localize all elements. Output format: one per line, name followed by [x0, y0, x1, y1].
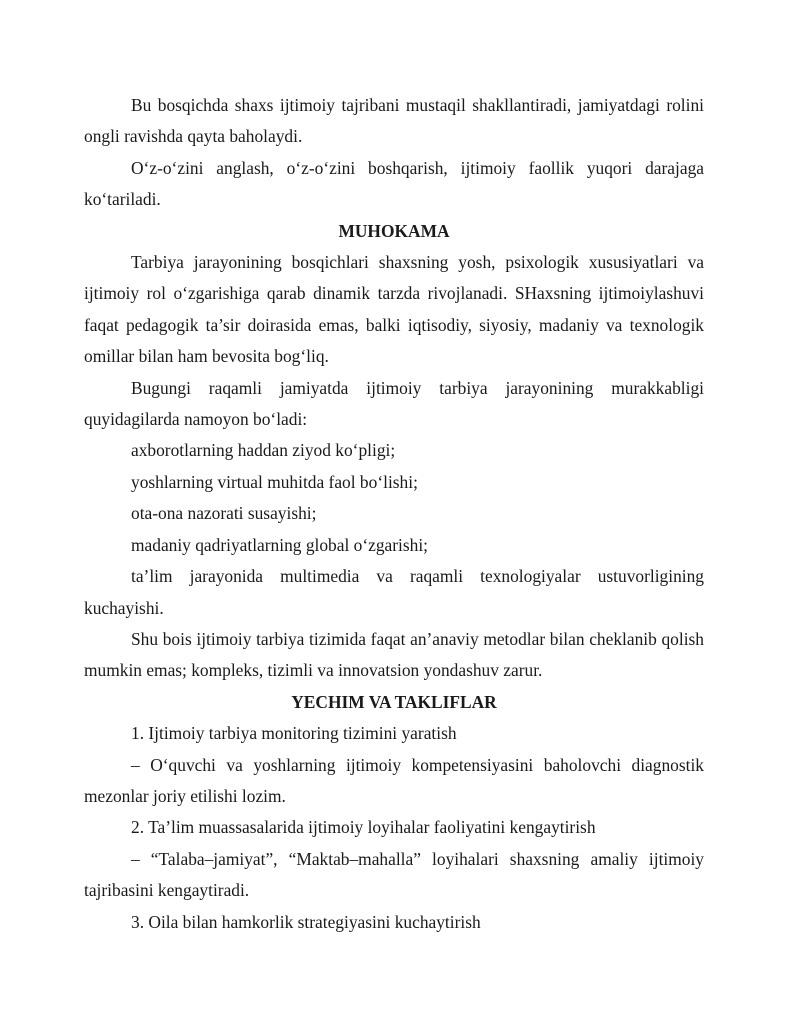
proposal-2-title: 2. Ta’lim muassasalarida ijtimoiy loyihalar faoliyatini kengaytirish	[131, 817, 596, 838]
paragraph-innovative-approach: Shu bois ijtimoiy tarbiya tizimida faqat an’anaviy metodlar bilan cheklanib qolish mumkin emas; kompleks, tizimli va innovatsion yondashuv zarur.	[84, 628, 704, 681]
list-item-multimedia: ta’lim jarayonida multimedia va raqamli texnologiyalar ustuvorligining kuchayishi.	[84, 566, 704, 618]
document-page	[84, 90, 704, 938]
paragraph-self-awareness: O‘z-o‘zini anglash, o‘z-o‘zini boshqarish, ijtimoiy faollik yuqori darajaga ko‘tariladi.	[84, 157, 704, 210]
section-heading-solutions: YECHIM VA TAKLIFLAR	[291, 691, 497, 712]
list-item-virtual-activity: yoshlarning virtual muhitda faol bo‘lishi;	[131, 471, 418, 492]
list-item-cultural-values: madaniy qadriyatlarning global o‘zgarishi;	[131, 534, 428, 555]
proposal-3-title: 3. Oila bilan hamkorlik strategiyasini kuchaytirish	[131, 911, 481, 932]
paragraph-digital-society: Bugungi raqamli jamiyatda ijtimoiy tarbiya jarayonining murakkabligi quyidagilarda namoyon bo‘ladi:	[84, 377, 704, 430]
section-heading-muhokama: MUHOKAMA	[338, 220, 450, 241]
proposal-2-detail: – “Talaba–jamiyat”, “Maktab–mahalla” loyihalari shaxsning amaliy ijtimoiy tajribasini kengaytiradi.	[84, 848, 704, 901]
list-item-parental-control: ota-ona nazorati susayishi;	[131, 503, 317, 524]
paragraph-stage-description: Bu bosqichda shaxs ijtimoiy tajribani mustaqil shakllantiradi, jamiyatdagi rolini ongli ravishda qayta baholaydi.	[84, 95, 704, 147]
proposal-1-title: 1. Ijtimoiy tarbiya monitoring tizimini yaratish	[131, 723, 457, 744]
proposal-1-detail: – O‘quvchi va yoshlarning ijtimoiy kompetensiyasini baholovchi diagnostik mezonlar joriy etilishi lozim.	[84, 754, 704, 806]
list-item-information-overload: axborotlarning haddan ziyod ko‘pligi;	[131, 440, 396, 461]
paragraph-upbringing-stages: Tarbiya jarayonining bosqichlari shaxsning yosh, psixologik xususiyatlari va ijtimoiy rol o‘zgarishiga qarab dinamik tarzda rivojlanadi. SHaxsning ijtimoiylashuvi faqat pedagogik ta’sir doirasida emas, balki iqtisodiy, siyosiy, madaniy va texnologik omillar bilan ham bevosita bog‘liq.	[84, 252, 704, 367]
